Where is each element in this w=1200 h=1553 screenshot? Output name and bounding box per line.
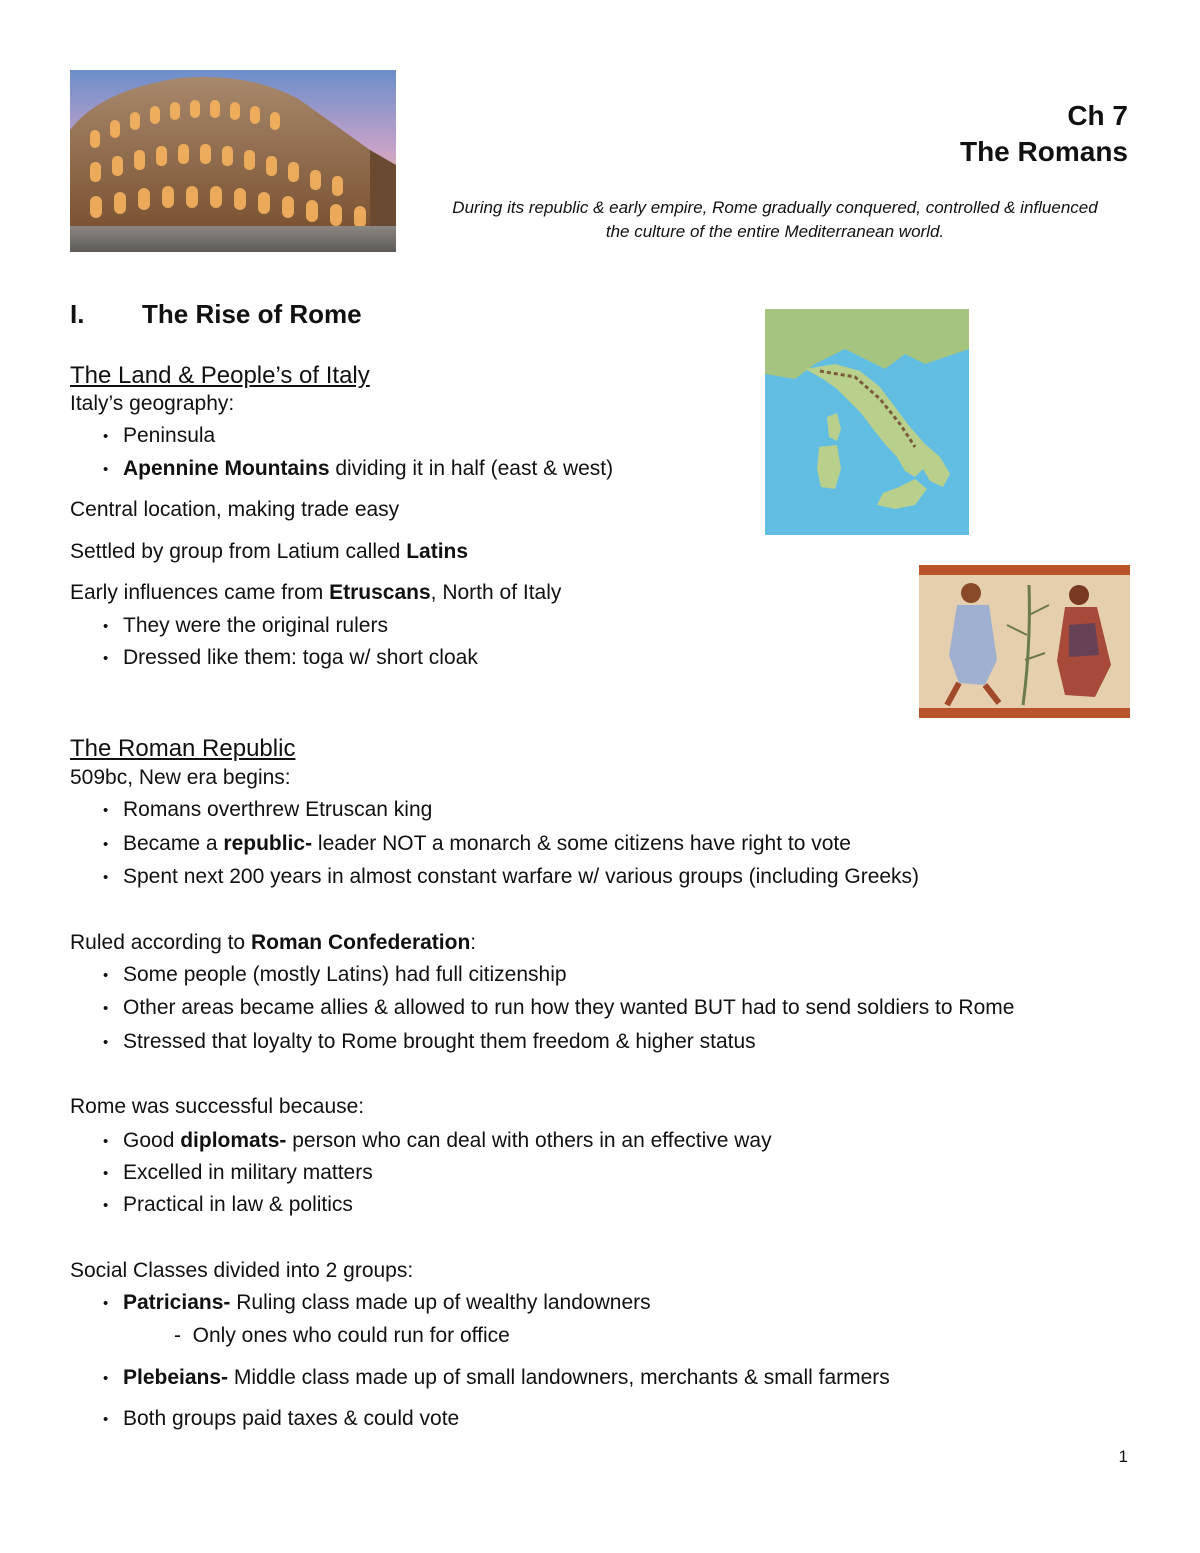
list-item: • Practical in law & politics [104, 1192, 353, 1218]
list-item: • Peninsula [104, 423, 215, 449]
list-item: • Spent next 200 years in almost constant warfare w/ various groups (including Greeks) [104, 864, 919, 890]
page-number: 1 [1118, 1447, 1128, 1466]
central-location: Central location, making trade easy [70, 498, 400, 521]
section-title: The Rise of Rome [142, 299, 362, 329]
section-number: I. [70, 299, 85, 329]
geography-label: Italy’s geography: [70, 392, 235, 415]
list-item: • Stressed that loyalty to Rome brought them freedom & higher status [104, 1029, 756, 1055]
early-influences: Early influences came from Etruscans, North of Italy [70, 581, 562, 604]
confederation-text: Ruled according to Roman Confederation: [70, 931, 477, 954]
chapter-intro: During its republic & early empire, Rome gradually conquered, controlled & influenced the culture of the entire Mediterranean world. [452, 198, 1098, 241]
list-item: • Apennine Mountains dividing it in half (east & west) [104, 456, 613, 482]
land-heading: The Land & People’s of Italy [70, 362, 370, 389]
list-item: • Both groups paid taxes & could vote [104, 1406, 459, 1432]
success-text: Rome was successful because: [70, 1095, 365, 1118]
colosseum-photo [70, 70, 396, 252]
list-item: • Excelled in military matters [104, 1160, 373, 1186]
etruscan-fresco [919, 565, 1130, 718]
list-item: • Some people (mostly Latins) had full citizenship [104, 962, 567, 988]
list-item: • They were the original rulers [104, 613, 388, 639]
sub-list-item: - Only ones who could run for office [174, 1324, 510, 1347]
list-item: • Good diplomats- person who can deal with others in an effective way [104, 1128, 772, 1154]
list-item: • Dressed like them: toga w/ short cloak [104, 645, 478, 671]
list-item: • Plebeians- Middle class made up of small landowners, merchants & small farmers [104, 1365, 890, 1391]
chapter-title: The Romans [959, 136, 1128, 167]
republic-heading: The Roman Republic [70, 735, 296, 762]
italy-map [765, 309, 969, 535]
list-item: • Romans overthrew Etruscan king [104, 797, 432, 823]
settled-text: Settled by group from Latium called Latins [70, 540, 469, 563]
chapter-number: Ch 7 [1067, 100, 1128, 131]
section-heading [70, 298, 362, 330]
list-item: • Other areas became allies & allowed to run how they wanted BUT had to send soldiers to Rome [104, 995, 1014, 1021]
list-item: • Became a republic- leader NOT a monarch & some citizens have right to vote [104, 831, 851, 857]
list-item: • Patricians- Ruling class made up of wealthy landowners [104, 1290, 651, 1316]
social-classes-text: Social Classes divided into 2 groups: [70, 1259, 414, 1282]
era-text: 509bc, New era begins: [70, 766, 291, 789]
